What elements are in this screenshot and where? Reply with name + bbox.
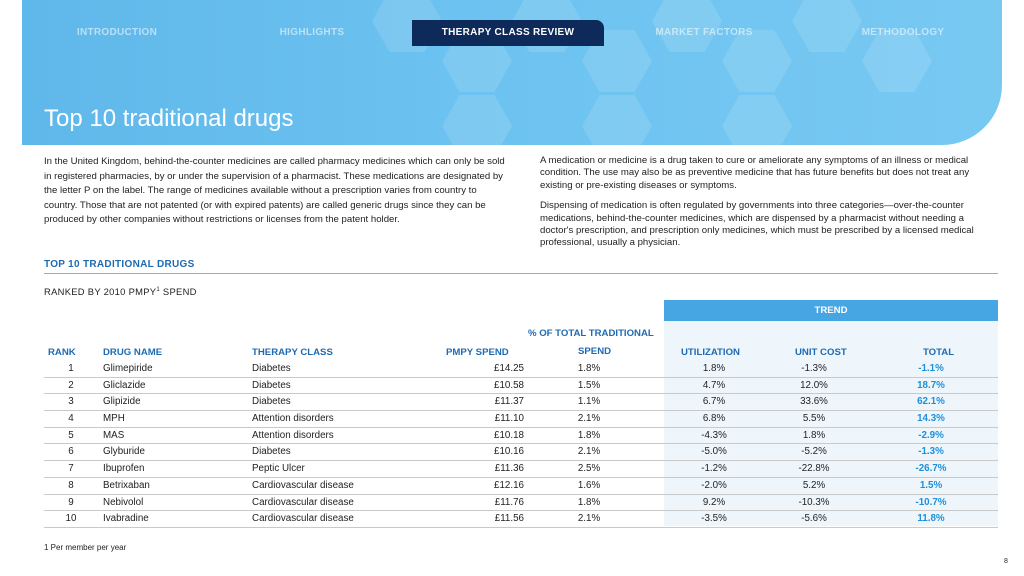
utilization-cell: 6.7% <box>702 396 726 408</box>
unit-cost-cell: 5.5% <box>802 413 826 425</box>
unit-cost-cell: -5.2% <box>801 446 827 458</box>
pct-total-cell: 1.1% <box>577 396 601 408</box>
total-trend-cell: 11.8% <box>917 513 945 525</box>
total-trend-cell: -10.7% <box>915 496 947 508</box>
drug-table-body <box>44 361 998 528</box>
unit-cost-cell: -5.6% <box>801 513 827 525</box>
therapy-class-cell: Diabetes <box>252 396 291 408</box>
utilization-cell: -2.0% <box>701 479 727 491</box>
column-header-pct-total-line1: % OF TOTAL TRADITIONAL <box>528 328 654 339</box>
utilization-cell: -4.3% <box>701 429 727 441</box>
total-trend-cell: -1.3% <box>918 446 944 458</box>
total-trend-cell: 1.5% <box>919 479 943 491</box>
drug-name-cell: Glipizide <box>103 396 141 408</box>
column-header-pmpy-spend: PMPY SPEND <box>446 347 509 358</box>
pct-total-cell: 2.1% <box>577 513 601 525</box>
pmpy-spend-cell: £12.16 <box>494 479 524 491</box>
rank-cell: 6 <box>68 446 74 458</box>
utilization-cell: 6.8% <box>702 413 726 425</box>
total-trend-cell: -26.7% <box>915 463 947 475</box>
pmpy-spend-cell: £10.58 <box>494 379 524 391</box>
rank-cell: 4 <box>68 413 74 425</box>
pct-total-cell: 1.8% <box>577 496 601 508</box>
unit-cost-cell: 12.0% <box>800 379 828 391</box>
utilization-cell: -1.2% <box>701 463 727 475</box>
column-header-drug-name: DRUG NAME <box>103 347 163 358</box>
table-row <box>44 478 998 495</box>
total-trend-cell: -1.1% <box>918 363 944 374</box>
pct-total-cell: 2.1% <box>577 446 601 458</box>
nav-tab-highlights[interactable]: HIGHLIGHTS <box>279 27 345 38</box>
drug-name-cell: Gliclazide <box>103 379 146 391</box>
pmpy-spend-cell: £11.10 <box>494 413 524 425</box>
rank-cell: 1 <box>68 363 74 374</box>
section-title: TOP 10 TRADITIONAL DRUGS <box>44 259 195 270</box>
drug-name-cell: MAS <box>103 429 125 441</box>
utilization-cell: 4.7% <box>702 379 726 391</box>
rank-cell: 3 <box>68 396 74 408</box>
pct-total-cell: 1.8% <box>577 429 601 441</box>
table-row <box>44 378 998 395</box>
table-row <box>44 428 998 445</box>
rank-cell: 7 <box>68 463 74 475</box>
nav-tab-introduction[interactable]: INTRODUCTION <box>76 27 158 38</box>
column-header-utilization: UTILIZATION <box>681 347 740 358</box>
table-row <box>44 361 998 378</box>
intro-right-column <box>540 155 992 250</box>
therapy-class-cell: Diabetes <box>252 363 291 374</box>
intro-left-paragraph: In the United Kingdom, behind-the-counter medicines are called pharmacy medicines which can only be sold in registered pharmacies, by or under the supervision of a pharmacist. These medications are designated by the letter P on the label. The range of medicines available without a prescription varies from country to country. Those that are not patented (or with expired patents) are called generic drugs since they can be produced by other companies without restrictions or licenses from the patent holder. <box>44 156 505 226</box>
pct-total-cell: 2.5% <box>577 463 601 475</box>
therapy-class-cell: Cardiovascular disease <box>252 513 354 525</box>
footnote-marker: 1 <box>156 286 160 293</box>
utilization-cell: -3.5% <box>701 513 727 525</box>
total-trend-cell: 18.7% <box>917 379 945 391</box>
intro-right-paragraph-2: Dispensing of medication is often regulated by governments into three categories—over-the-counter medications, behind-the-counter medicines, which are dispensed by a pharmacist without needing a doctor's prescription, and prescription only medicines, which must be prescribed by a licensed medical professional, usually a physician. <box>540 200 974 249</box>
column-header-total: TOTAL <box>923 347 955 358</box>
column-header-therapy-class: THERAPY CLASS <box>252 347 333 358</box>
therapy-class-cell: Peptic Ulcer <box>252 463 305 475</box>
total-trend-cell: 14.3% <box>917 413 945 425</box>
pmpy-spend-cell: £14.25 <box>494 363 524 374</box>
drug-name-cell: MPH <box>103 413 125 425</box>
drug-name-cell: Nebivolol <box>103 496 144 508</box>
footnote: 1 Per member per year <box>44 543 127 552</box>
rank-cell: 10 <box>65 513 77 525</box>
nav-tab-market-factors[interactable]: MARKET FACTORS <box>655 27 753 38</box>
subtitle-prefix: RANKED BY 2010 PMPY <box>44 286 157 297</box>
utilization-cell: -5.0% <box>701 446 727 458</box>
table-row <box>44 495 998 512</box>
drug-name-cell: Betrixaban <box>103 479 150 491</box>
drug-name-cell: Glimepiride <box>103 363 153 374</box>
drug-name-cell: Glyburide <box>103 446 145 458</box>
hexagon-decoration <box>722 95 792 145</box>
unit-cost-cell: 33.6% <box>800 396 828 408</box>
total-trend-cell: 62.1% <box>917 396 945 408</box>
rank-cell: 5 <box>68 429 74 441</box>
column-header-rank: RANK <box>48 347 76 358</box>
utilization-cell: 9.2% <box>702 496 726 508</box>
hexagon-decoration <box>582 95 652 145</box>
therapy-class-cell: Cardiovascular disease <box>252 479 354 491</box>
top-navigation <box>22 20 1002 46</box>
therapy-class-cell: Diabetes <box>252 379 291 391</box>
table-row <box>44 394 998 411</box>
section-divider <box>44 273 998 274</box>
table-row <box>44 444 998 461</box>
unit-cost-cell: 5.2% <box>802 479 826 491</box>
page-title: Top 10 traditional drugs <box>44 105 294 132</box>
therapy-class-cell: Diabetes <box>252 446 291 458</box>
pmpy-spend-cell: £11.36 <box>494 463 524 475</box>
pct-total-cell: 1.8% <box>577 363 601 374</box>
subtitle-suffix: SPEND <box>160 286 197 297</box>
table-subtitle <box>44 286 197 297</box>
drug-name-cell: Ibuprofen <box>103 463 145 475</box>
therapy-class-cell: Cardiovascular disease <box>252 496 354 508</box>
pct-total-cell: 2.1% <box>577 413 601 425</box>
hexagon-decoration <box>442 95 512 145</box>
intro-right-paragraph-1: A medication or medicine is a drug taken to cure or ameliorate any symptoms of an illness or medical condition. The use may also be as preventive medicine that has future benefits but does not treat any existing or pre-existing diseases or symptoms. <box>540 155 970 191</box>
unit-cost-cell: 1.8% <box>802 429 826 441</box>
unit-cost-cell: -22.8% <box>798 463 830 475</box>
pmpy-spend-cell: £11.56 <box>494 513 524 525</box>
drug-name-cell: Ivabradine <box>103 513 149 525</box>
table-row <box>44 461 998 478</box>
rank-cell: 9 <box>68 496 74 508</box>
nav-tab-therapy-class-review[interactable]: THERAPY CLASS REVIEW <box>412 20 604 46</box>
therapy-class-cell: Attention disorders <box>252 429 334 441</box>
pct-total-cell: 1.5% <box>577 379 601 391</box>
total-trend-cell: -2.9% <box>918 429 944 441</box>
unit-cost-cell: -1.3% <box>801 363 827 374</box>
table-row <box>44 511 998 528</box>
pmpy-spend-cell: £10.16 <box>494 446 524 458</box>
pmpy-spend-cell: £10.18 <box>494 429 524 441</box>
pmpy-spend-cell: £11.37 <box>494 396 524 408</box>
pmpy-spend-cell: £11.76 <box>494 496 524 508</box>
column-header-pct-total-line2: SPEND <box>578 346 612 357</box>
pct-total-cell: 1.6% <box>577 479 601 491</box>
rank-cell: 8 <box>68 479 74 491</box>
table-row <box>44 411 998 428</box>
rank-cell: 2 <box>68 379 74 391</box>
utilization-cell: 1.8% <box>702 363 726 374</box>
nav-tab-methodology[interactable]: METHODOLOGY <box>861 27 945 38</box>
trend-header: TREND <box>664 300 998 321</box>
page-number: 8 <box>1004 558 1008 565</box>
unit-cost-cell: -10.3% <box>798 496 830 508</box>
therapy-class-cell: Attention disorders <box>252 413 334 425</box>
column-header-unit-cost: UNIT COST <box>795 347 847 358</box>
